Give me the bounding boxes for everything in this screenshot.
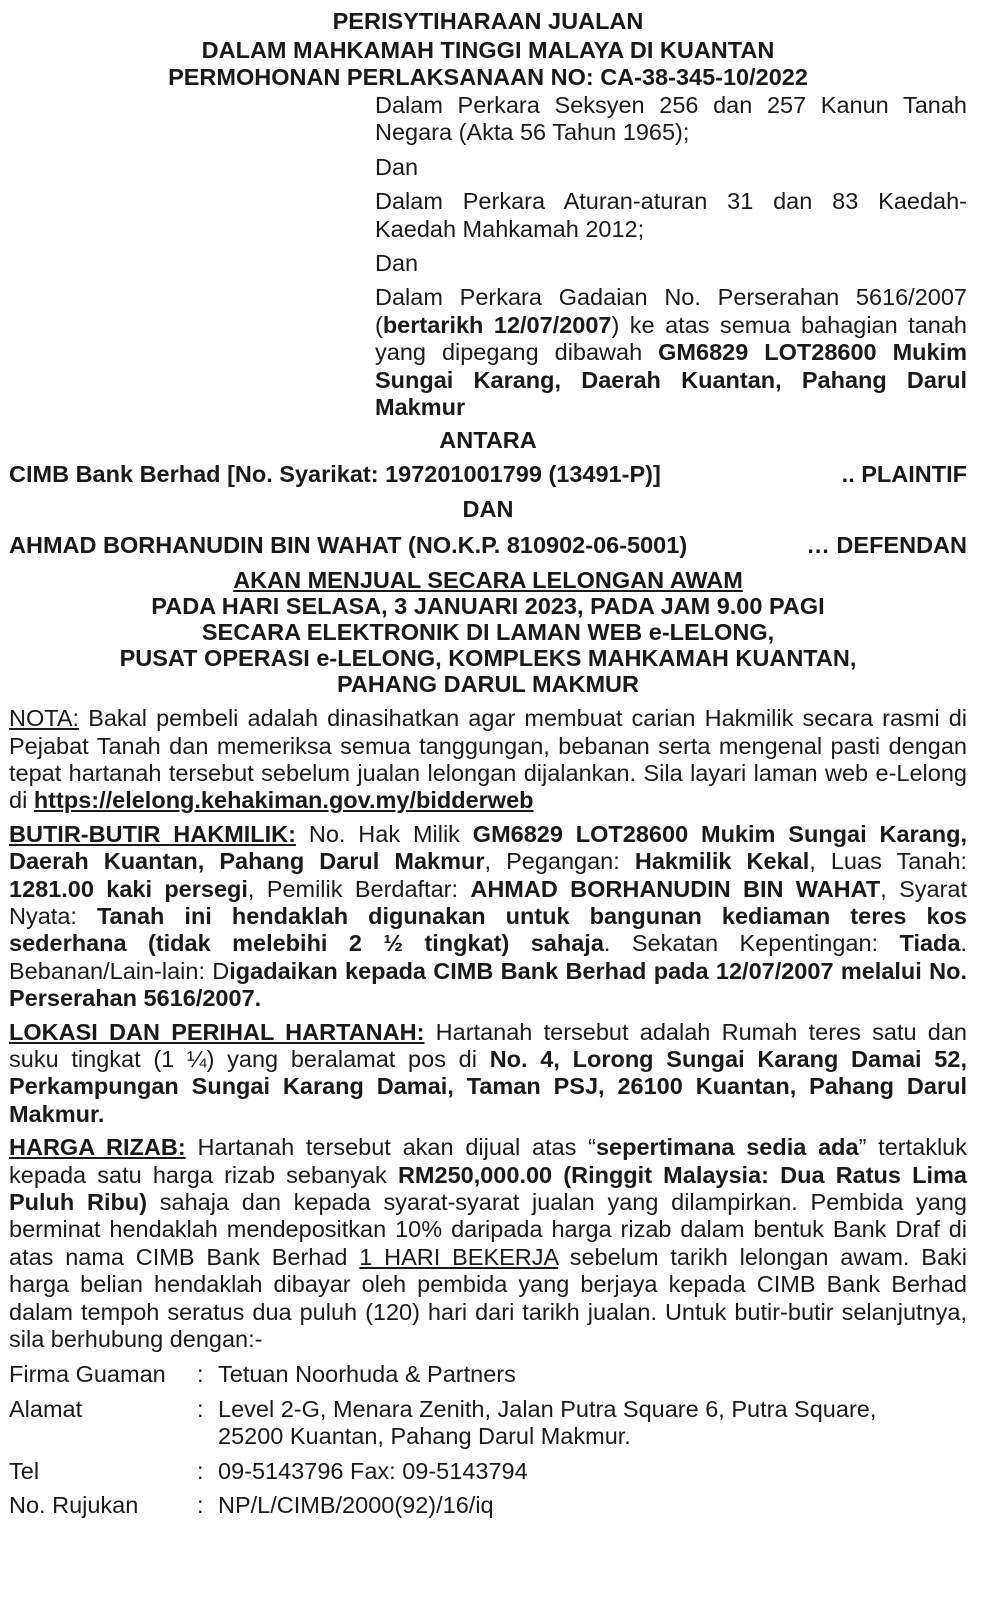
notice-title: PERISYTIHARAAN JUALAN xyxy=(332,8,644,34)
address-line-2: 25200 Kuantan, Pahang Darul Makmur. xyxy=(218,1423,631,1450)
matter-3-text-c: ) ke atas semua bahagian tanah yang dipegang dibawah xyxy=(375,311,967,366)
matter-3-date: bertarikh 12/07/2007 xyxy=(382,311,612,338)
matter-3 xyxy=(375,284,967,421)
harga-text-2: ” tertakluk kepada satu harga rizab sebanyak xyxy=(9,1134,967,1188)
matter-dan-2: Dan xyxy=(375,250,419,277)
plaintiff-row xyxy=(9,461,967,488)
contact-row-tel xyxy=(9,1458,967,1485)
sale-line-1: AKAN MENJUAL SECARA LELONGAN AWAM xyxy=(233,567,743,594)
lokasi-paragraph xyxy=(9,1019,967,1129)
harga-working-day: 1 HARI BEKERJA xyxy=(359,1243,558,1270)
butir-owner: AHMAD BORHANUDIN BIN WAHAT xyxy=(470,875,881,902)
contact-colon: : xyxy=(197,1361,204,1388)
harga-paragraph xyxy=(9,1134,967,1353)
plaintiff-name: CIMB Bank Berhad [No. Syarikat: 197201001799 (13491-P)] xyxy=(9,460,661,487)
nota-paragraph xyxy=(9,705,967,815)
contact-colon: : xyxy=(197,1457,204,1484)
application-number: PERMOHONAN PERLAKSANAAN NO: CA-38-345-10/2022 xyxy=(168,64,808,90)
butir-text-3: , Luas Tanah: xyxy=(809,848,968,875)
plaintiff-role: .. PLAINTIF xyxy=(841,460,967,487)
butir-encumbrance: igadaikan kepada CIMB Bank Berhad pada 12/07/2007 melalui No. Perserahan 5616/2007. xyxy=(9,957,967,1012)
butir-tenure: Hakmilik Kekal xyxy=(634,848,810,875)
matter-2: Dalam Perkara Aturan-aturan 31 dan 83 Kaedah-Kaedah Mahkamah 2012; xyxy=(375,188,967,242)
lokasi-text: Hartanah tersebut adalah Rumah teres satu dan suku tingkat (1 ¼) yang beralamat pos di xyxy=(9,1018,968,1072)
court-name: DALAM MAHKAMAH TINGGI MALAYA DI KUANTAN xyxy=(201,37,775,63)
butir-area: 1281.00 kaki persegi xyxy=(9,875,248,902)
contact-label: No. Rujukan xyxy=(9,1492,139,1519)
contact-row-firm xyxy=(9,1361,967,1388)
matter-1: Dalam Perkara Seksyen 256 dan 257 Kanun Tanah Negara (Akta 56 Tahun 1965); xyxy=(375,92,967,146)
harga-text-4: sebelum tarikh lelongan awam. Baki harga belian hendaklah dibayar oleh pembida yang berjaya kepada CIMB Bank Berhad dalam tempoh seratus dua puluh (120) hari dari tarikh jualan. Untuk butir-butir selanjutnya, sila berhubung dengan:- xyxy=(9,1243,967,1353)
harga-reserve-price: RM250,000.00 (Ringgit Malaysia: Dua Ratus Lima Puluh Ribu) xyxy=(9,1161,967,1215)
contact-row-address xyxy=(9,1396,967,1451)
butir-title-no: GM6829 LOT28600 Mukim Sungai Karang, Daerah Kuantan, Pahang Darul Makmur xyxy=(9,820,967,875)
sale-line-3: SECARA ELEKTRONIK DI LAMAN WEB e-LELONG, xyxy=(201,619,775,646)
butir-text-4: , Pemilik Berdaftar: xyxy=(247,875,471,902)
defendant-name: AHMAD BORHANUDIN BIN WAHAT (NO.K.P. 810902-06-5001) xyxy=(9,531,688,558)
matter-dan-1: Dan xyxy=(375,153,419,180)
nota-text: Bakal pembeli adalah dinasihatkan agar membuat carian Hakmilik secara rasmi di Pejabat Tanah dan memeriksa semua tanggungan, bebanan serta mengenal pasti dengan tepat hartanah tersebut sebelum jualan lelongan dijalankan. Sila layari laman web e-Lelong di xyxy=(9,705,967,814)
matter-3-text-a: Dalam Perkara Gadaian No. Perserahan 5616/2007 ( xyxy=(375,284,967,338)
contact-value: NP/L/CIMB/2000(92)/16/iq xyxy=(218,1492,494,1519)
defendant-role: … DEFENDAN xyxy=(806,531,967,558)
contact-label: Alamat xyxy=(9,1395,83,1422)
contact-row-reference xyxy=(9,1492,967,1519)
contact-label: Tel xyxy=(9,1457,40,1484)
butir-text-6: . Sekatan Kepentingan: xyxy=(603,930,900,957)
harga-text-1: Hartanah tersebut akan dijual atas “ xyxy=(185,1134,596,1161)
sale-line-5: PAHANG DARUL MAKMUR xyxy=(336,671,639,698)
butir-label: BUTIR-BUTIR HAKMILIK: xyxy=(9,820,296,847)
contact-value: Tetuan Noorhuda & Partners xyxy=(218,1361,516,1388)
harga-text-3: sahaja dan kepada syarat-syarat jualan yang dilampirkan. Pembida yang berminat hendaklah mendepositkan 10% daripada harga rizab dalam bentuk Bank Draf di atas nama CIMB Bank Berhad xyxy=(9,1189,967,1270)
address-line-1: Level 2-G, Menara Zenith, Jalan Putra Square 6, Putra Square, xyxy=(218,1395,877,1422)
antara-label: ANTARA xyxy=(439,427,537,454)
contact-colon: : xyxy=(197,1492,204,1519)
contact-label: Firma Guaman xyxy=(9,1361,166,1388)
butir-text-2: , Pegangan: xyxy=(484,848,635,875)
sale-line-4: PUSAT OPERASI e-LELONG, KOMPLEKS MAHKAMAH KUANTAN, xyxy=(119,645,857,672)
harga-as-is: sepertimana sedia ada xyxy=(595,1134,859,1161)
lokasi-label: LOKASI DAN PERIHAL HARTANAH: xyxy=(9,1018,425,1045)
matters-block xyxy=(375,92,967,421)
sale-line-2: PADA HARI SELASA, 3 JANUARI 2023, PADA JAM 9.00 PAGI xyxy=(151,593,825,620)
butir-paragraph xyxy=(9,821,967,1013)
elelong-link[interactable]: https://elelong.kehakiman.gov.my/bidderweb xyxy=(33,787,534,814)
contact-value: 09-5143796 Fax: 09-5143794 xyxy=(218,1457,528,1484)
butir-text-5: , Syarat Nyata: xyxy=(9,875,967,929)
harga-label: HARGA RIZAB: xyxy=(9,1134,186,1161)
contact-colon: : xyxy=(197,1395,204,1422)
defendant-row xyxy=(9,532,967,559)
butir-text-7: . Bebanan/Lain-lain: D xyxy=(9,930,967,984)
butir-text-1: No. Hak Milik xyxy=(295,820,473,847)
contact-value xyxy=(218,1396,967,1451)
butir-condition: Tanah ini hendaklah digunakan untuk bangunan kediaman teres kos sederhana (tidak melebihi 2 ½ tingkat) sahaja xyxy=(9,902,967,957)
contact-details xyxy=(9,1361,967,1519)
lokasi-address: No. 4, Lorong Sungai Karang Damai 52, Perkampungan Sungai Karang Damai, Taman PSJ, 26100 Kuantan, Pahang Darul Makmur. xyxy=(9,1045,967,1127)
sale-announcement xyxy=(9,567,967,697)
nota-label: NOTA: xyxy=(9,705,80,732)
dan-label: DAN xyxy=(462,496,514,523)
butir-restriction: Tiada xyxy=(899,930,961,957)
matter-3-title: GM6829 LOT28600 Mukim Sungai Karang, Daerah Kuantan, Pahang Darul Makmur xyxy=(375,339,968,421)
